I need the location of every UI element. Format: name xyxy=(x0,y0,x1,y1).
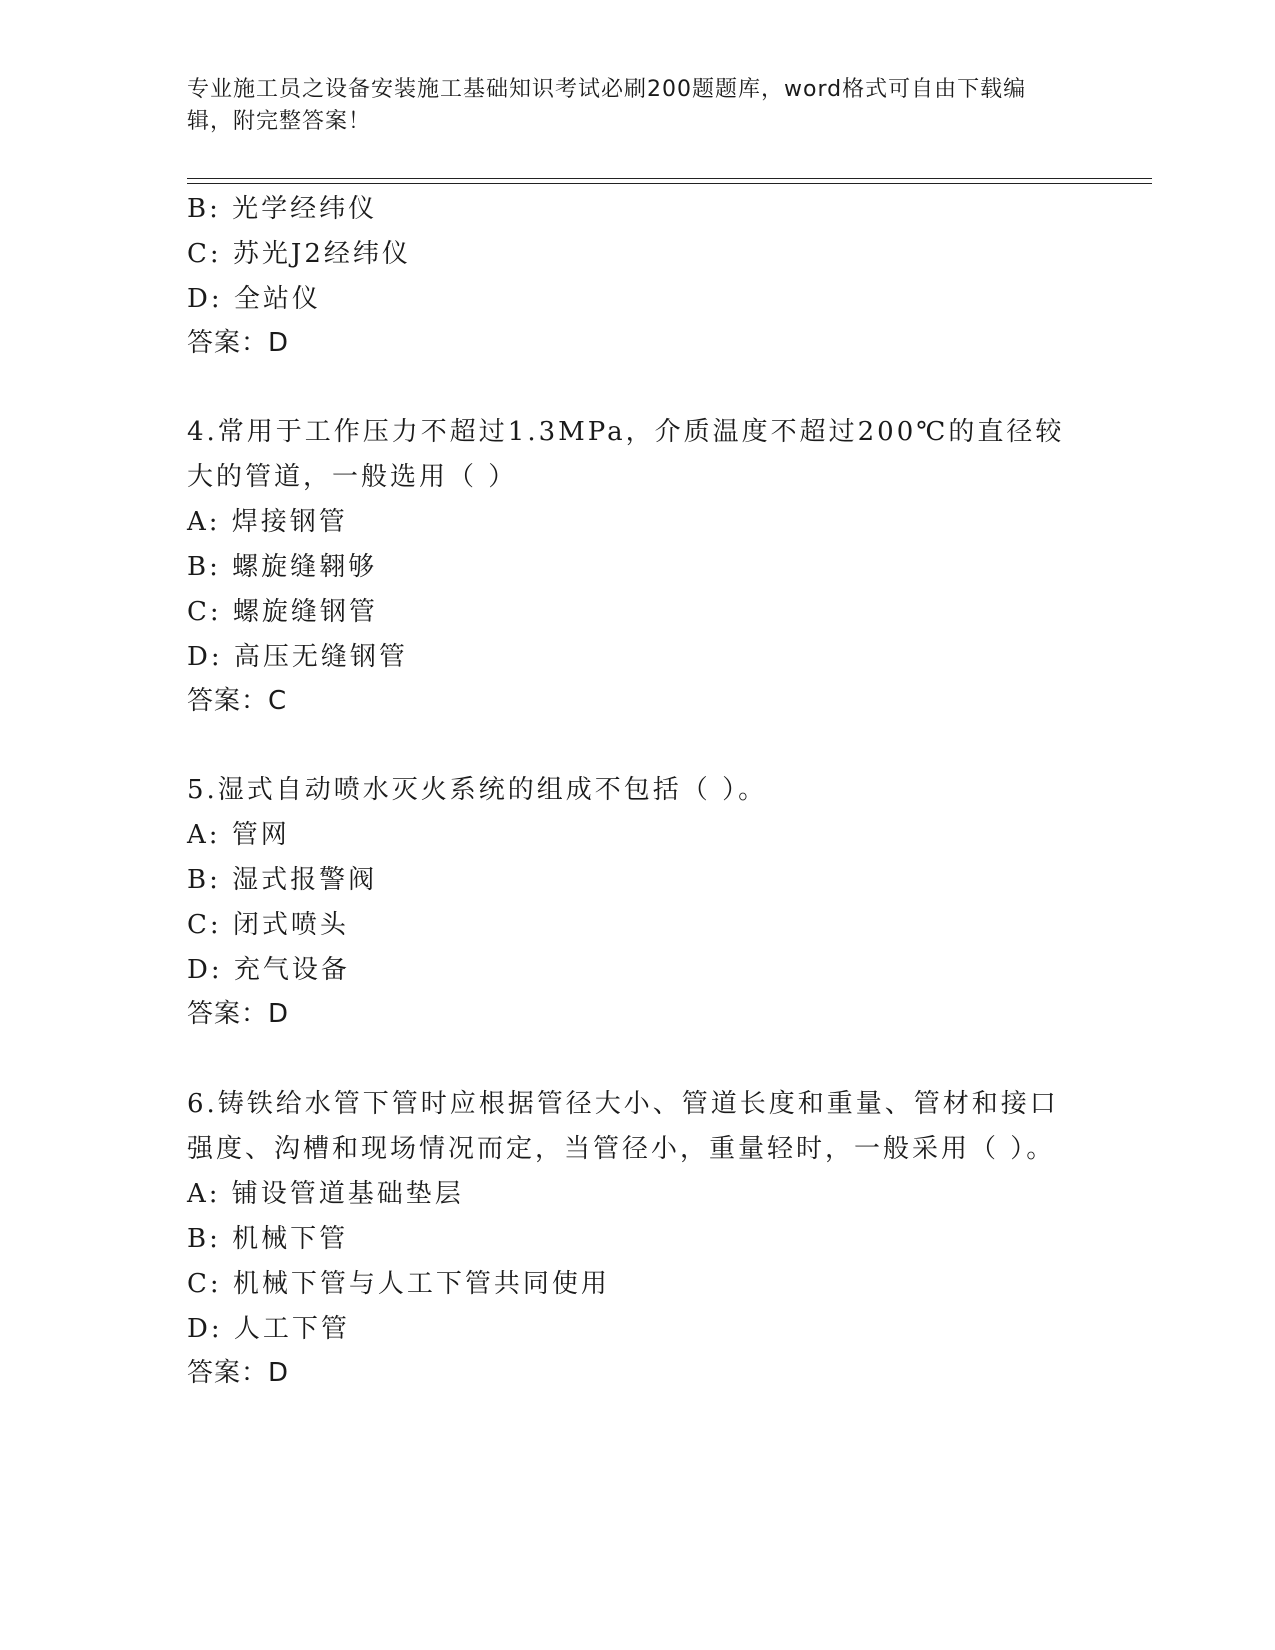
header-divider-top xyxy=(187,178,1152,179)
question-4-option-a: A: 焊接钢管 xyxy=(187,507,348,537)
option-b: B: 光学经纬仪 xyxy=(187,194,378,224)
question-6-answer: 答案：D xyxy=(187,1358,290,1388)
question-4-option-c: C: 螺旋缝钢管 xyxy=(187,597,378,627)
option-c: C: 苏光J2经纬仪 xyxy=(187,239,411,269)
question-5-option-c: C: 闭式喷头 xyxy=(187,910,349,940)
question-6-option-d: D: 人工下管 xyxy=(187,1314,350,1344)
question-4-answer: 答案：C xyxy=(187,686,288,716)
question-4-option-b: B: 螺旋缝翱够 xyxy=(187,552,378,582)
option-d: D: 全站仪 xyxy=(187,284,321,314)
question-4-stem: 4.常用于工作压力不超过1.3MPa，介质温度不超过200℃的直径较大的管道，一般选用（ ） xyxy=(187,417,1065,492)
header-divider-bottom xyxy=(187,183,1152,184)
question-5-answer: 答案：D xyxy=(187,999,290,1029)
question-5-stem: 5.湿式自动喷水灭火系统的组成不包括（ ）。 xyxy=(187,775,768,805)
question-6-stem: 6.铸铁给水管下管时应根据管径大小、管道长度和重量、管材和接口强度、沟槽和现场情况而定，当管径小，重量轻时，一般采用（ ）。 xyxy=(187,1089,1059,1164)
question-6-option-b: B: 机械下管 xyxy=(187,1224,349,1254)
question-5-option-b: B: 湿式报警阀 xyxy=(187,865,378,895)
question-5-option-a: A: 管网 xyxy=(187,820,290,850)
answer-line: 答案：D xyxy=(187,328,290,358)
question-6-option-a: A: 铺设管道基础垫层 xyxy=(187,1179,464,1209)
document-header: 专业施工员之设备安装施工基础知识考试必刷200题题库，word格式可自由下载编辑，附完整答案！ xyxy=(187,77,1027,134)
question-5-option-d: D: 充气设备 xyxy=(187,955,350,985)
question-4-option-d: D: 高压无缝钢管 xyxy=(187,642,408,672)
question-6-option-c: C: 机械下管与人工下管共同使用 xyxy=(187,1269,610,1299)
